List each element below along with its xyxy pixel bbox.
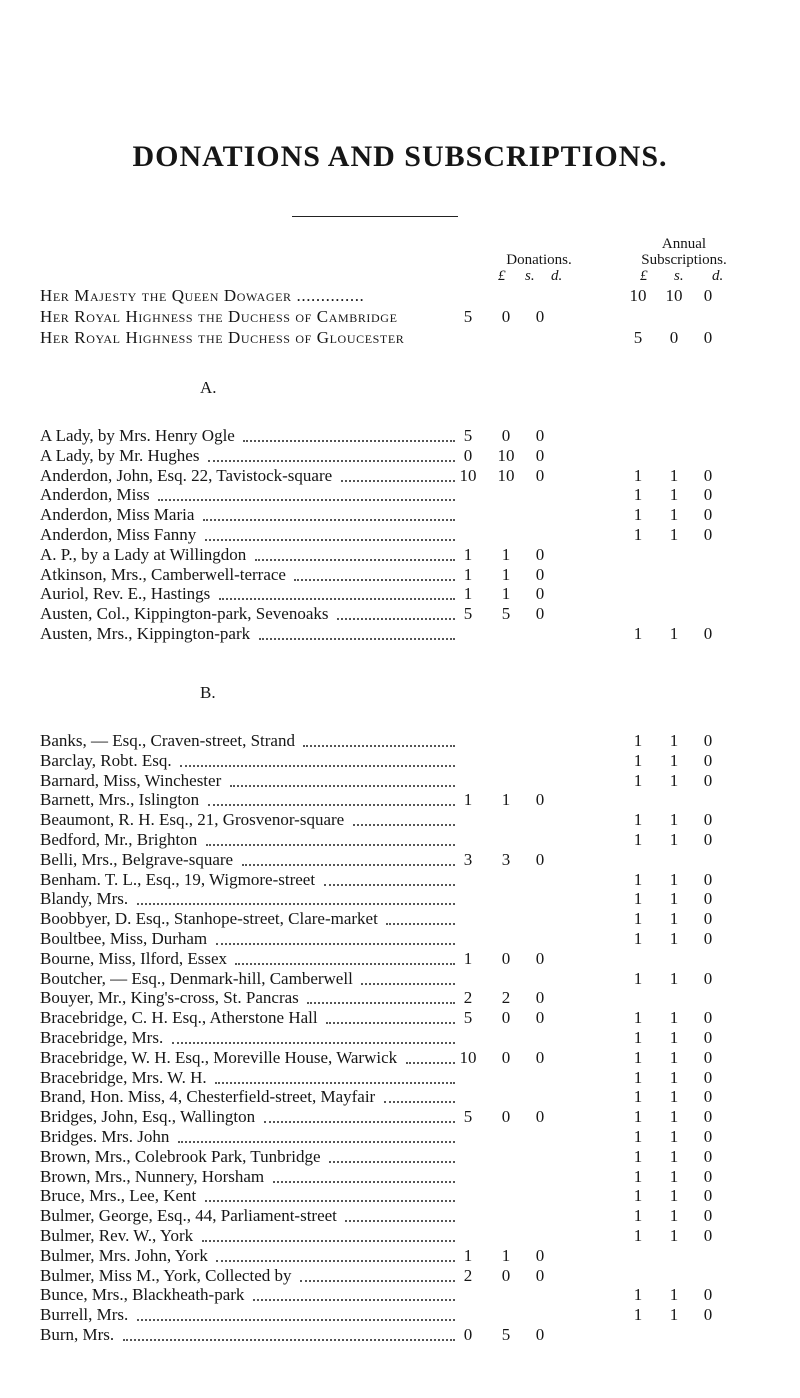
donation-pence: 0	[535, 850, 545, 869]
subscription-shillings: 1	[669, 771, 679, 790]
dot-leader	[273, 1181, 455, 1183]
subscription-pence: 0	[703, 1087, 713, 1106]
dot-leader	[219, 598, 455, 600]
subscriber-name: Burn, Mrs.	[40, 1325, 115, 1344]
subscription-shillings: 1	[669, 525, 679, 544]
dot-leader	[303, 745, 455, 747]
subscription-pounds: 1	[633, 485, 643, 504]
subscription-pence: 0	[703, 810, 713, 829]
subscriber-name: Austen, Col., Kippington-park, Sevenoaks	[40, 604, 329, 623]
list-item	[40, 1147, 760, 1169]
dot-leader	[337, 618, 455, 620]
subscription-pounds: 1	[633, 466, 643, 485]
subscriber-name: Her Royal Highness the Duchess of Cambridge	[40, 307, 398, 326]
dot-leader	[361, 983, 455, 985]
subscriber-name: Anderdon, Miss Fanny	[40, 525, 197, 544]
dot-leader	[205, 539, 455, 541]
list-item	[40, 850, 760, 872]
subscriber-name: Her Majesty the Queen Dowager ..............	[40, 286, 365, 305]
dot-leader	[178, 1141, 455, 1143]
subscription-pounds: 1	[633, 1305, 643, 1324]
subscription-pounds: 1	[633, 731, 643, 750]
subscriber-name: Bedford, Mr., Brighton	[40, 830, 198, 849]
subscriber-name: Burrell, Mrs.	[40, 1305, 129, 1324]
subscription-shillings: 1	[669, 870, 679, 889]
subscription-pence: 0	[703, 525, 713, 544]
list-item	[40, 446, 760, 468]
subscription-shillings: 1	[669, 1226, 679, 1245]
subscriber-name: Boutcher, — Esq., Denmark-hill, Camberwell	[40, 969, 353, 988]
donation-pence: 0	[535, 790, 545, 809]
subscription-pence: 0	[703, 929, 713, 948]
donation-pounds: 5	[463, 604, 473, 623]
dot-leader	[123, 1339, 455, 1341]
dot-leader	[208, 460, 455, 462]
dot-leader	[203, 519, 455, 521]
donation-shillings: 2	[501, 988, 511, 1007]
subscription-shillings: 1	[669, 1008, 679, 1027]
subscription-shillings: 1	[669, 751, 679, 770]
donation-shillings: 0	[501, 1107, 511, 1126]
subscription-pence: 0	[703, 751, 713, 770]
subscription-shillings: 0	[669, 328, 679, 347]
unit-shillings: s.	[525, 268, 535, 284]
subscription-pounds: 1	[633, 889, 643, 908]
subscriber-name: Bridges. Mrs. John	[40, 1127, 170, 1146]
list-item	[40, 1325, 760, 1347]
donation-shillings: 0	[501, 949, 511, 968]
dot-leader	[158, 499, 455, 501]
subscriber-name: Brown, Mrs., Nunnery, Horsham	[40, 1167, 265, 1186]
donation-shillings: 0	[501, 1048, 511, 1067]
subscription-pounds: 1	[633, 1206, 643, 1225]
subscription-pounds: 1	[633, 810, 643, 829]
subscriber-name: Bulmer, Miss M., York, Collected by	[40, 1266, 292, 1285]
subscription-pence: 0	[703, 485, 713, 504]
subscription-pounds: 1	[633, 1226, 643, 1245]
royal-entry	[40, 307, 760, 329]
donation-shillings: 0	[501, 1266, 511, 1285]
dot-leader	[216, 943, 455, 945]
section-letter: A.	[200, 378, 217, 397]
donation-pence: 0	[535, 604, 545, 623]
subscription-pounds: 1	[633, 1186, 643, 1205]
donation-pounds: 1	[463, 1246, 473, 1265]
subscriber-name: Barclay, Robt. Esq.	[40, 751, 172, 770]
donation-pence: 0	[535, 1246, 545, 1265]
subscriber-name: Barnett, Mrs., Islington	[40, 790, 200, 809]
subscription-pence: 0	[703, 1305, 713, 1324]
subscriber-name: Bruce, Mrs., Lee, Kent	[40, 1186, 197, 1205]
subscription-pounds: 1	[633, 1127, 643, 1146]
subscription-pence: 0	[703, 830, 713, 849]
subscriber-name: Anderdon, Miss Maria	[40, 505, 195, 524]
unit-shillings: s.	[674, 268, 684, 284]
subscriber-name: Brand, Hon. Miss, 4, Chesterfield-street, Mayfair	[40, 1087, 376, 1106]
dot-leader	[137, 903, 455, 905]
subscription-pence: 0	[703, 889, 713, 908]
subscription-pence: 0	[703, 731, 713, 750]
donation-pounds: 3	[463, 850, 473, 869]
donation-pounds: 2	[463, 988, 473, 1007]
list-item	[40, 1087, 760, 1109]
donation-pence: 0	[535, 949, 545, 968]
subscription-pence: 0	[703, 328, 713, 347]
donation-pounds: 5	[463, 1008, 473, 1027]
dot-leader	[294, 579, 455, 581]
donation-shillings: 1	[501, 584, 511, 603]
subscription-pence: 0	[703, 771, 713, 790]
subscription-pence: 0	[703, 1107, 713, 1126]
list-item	[40, 1285, 760, 1307]
donation-pence: 0	[535, 1266, 545, 1285]
subscriber-name: Bulmer, Mrs. John, York	[40, 1246, 208, 1265]
dot-leader	[307, 1002, 455, 1004]
subscription-shillings: 1	[669, 1285, 679, 1304]
donation-shillings: 0	[501, 426, 511, 445]
donation-pence: 0	[535, 988, 545, 1007]
list-item	[40, 949, 760, 971]
subscriber-name: Boobbyer, D. Esq., Stanhope-street, Clare-market	[40, 909, 378, 928]
subscriber-name: Anderdon, Miss	[40, 485, 150, 504]
subscription-shillings: 1	[669, 1127, 679, 1146]
donation-shillings: 1	[501, 565, 511, 584]
subscription-pounds: 1	[633, 1107, 643, 1126]
subscription-shillings: 1	[669, 505, 679, 524]
donation-pence: 0	[535, 307, 545, 326]
subscription-pence: 0	[703, 286, 713, 305]
list-item	[40, 1305, 760, 1327]
donation-pounds: 1	[463, 790, 473, 809]
dot-leader	[353, 824, 455, 826]
list-item	[40, 426, 760, 448]
subscription-pounds: 1	[633, 1167, 643, 1186]
dot-leader	[242, 864, 455, 866]
subscription-pounds: 1	[633, 929, 643, 948]
subscriber-name: A. P., by a Lady at Willingdon	[40, 545, 247, 564]
list-item	[40, 909, 760, 931]
dot-leader	[341, 480, 455, 482]
dot-leader	[235, 963, 455, 965]
subscription-pounds: 5	[633, 328, 643, 347]
dot-leader	[384, 1101, 455, 1103]
subscription-pounds: 1	[633, 1147, 643, 1166]
list-item	[40, 624, 760, 646]
subscriber-name: Boultbee, Miss, Durham	[40, 929, 208, 948]
subscriber-name: Bracebridge, C. H. Esq., Atherstone Hall	[40, 1008, 318, 1027]
donation-pounds: 1	[463, 565, 473, 584]
subscription-pence: 0	[703, 624, 713, 643]
subscription-pounds: 1	[633, 870, 643, 889]
donation-pence: 0	[535, 565, 545, 584]
subscription-pounds: 1	[633, 624, 643, 643]
donation-pence: 0	[535, 446, 545, 465]
donation-shillings: 10	[497, 446, 515, 465]
subscription-pence: 0	[703, 505, 713, 524]
donation-pence: 0	[535, 1107, 545, 1126]
dot-leader	[137, 1319, 455, 1321]
subscriber-name: Bracebridge, Mrs.	[40, 1028, 164, 1047]
subscriber-name: Bunce, Mrs., Blackheath-park	[40, 1285, 245, 1304]
list-item	[40, 604, 760, 626]
subscriber-name: Barnard, Miss, Winchester	[40, 771, 222, 790]
dot-leader	[172, 1042, 455, 1044]
subscription-pounds: 1	[633, 1008, 643, 1027]
list-item	[40, 1246, 760, 1268]
list-item	[40, 790, 760, 812]
subscriber-name: A Lady, by Mrs. Henry Ogle	[40, 426, 235, 445]
subscription-pounds: 1	[633, 771, 643, 790]
dot-leader	[230, 785, 455, 787]
subscriber-name: Bulmer, George, Esq., 44, Parliament-street	[40, 1206, 337, 1225]
subscriber-name: Bouyer, Mr., King's-cross, St. Pancras	[40, 988, 299, 1007]
dot-leader	[324, 884, 455, 886]
list-item	[40, 485, 760, 507]
donation-pounds: 5	[463, 307, 473, 326]
subscription-shillings: 1	[669, 1048, 679, 1067]
subscription-shillings: 1	[669, 1147, 679, 1166]
subscription-shillings: 1	[669, 810, 679, 829]
subscription-pence: 0	[703, 969, 713, 988]
subscription-pounds: 1	[633, 830, 643, 849]
subscription-shillings: 1	[669, 1305, 679, 1324]
dot-leader	[264, 1121, 455, 1123]
dot-leader	[326, 1022, 455, 1024]
dot-leader	[202, 1240, 455, 1242]
subscriber-name: Bridges, John, Esq., Wallington	[40, 1107, 256, 1126]
list-item	[40, 1107, 760, 1129]
subscription-pounds: 1	[633, 525, 643, 544]
donation-shillings: 5	[501, 604, 511, 623]
subscriber-name: Belli, Mrs., Belgrave-square	[40, 850, 234, 869]
list-item	[40, 810, 760, 832]
list-item	[40, 988, 760, 1010]
donation-pence: 0	[535, 1008, 545, 1027]
list-item	[40, 525, 760, 547]
subscriber-name: Atkinson, Mrs., Camberwell-terrace	[40, 565, 286, 584]
list-item	[40, 889, 760, 911]
subscriptions-label-line2: Subscriptions.	[641, 252, 727, 268]
list-item	[40, 1028, 760, 1050]
list-item	[40, 505, 760, 527]
subscription-shillings: 1	[669, 909, 679, 928]
donation-shillings: 3	[501, 850, 511, 869]
subscription-pounds: 1	[633, 1048, 643, 1067]
section-letter: B.	[200, 683, 216, 702]
title-rule	[292, 216, 458, 217]
dot-leader	[386, 923, 455, 925]
donation-shillings: 10	[497, 466, 515, 485]
subscription-pence: 0	[703, 1127, 713, 1146]
donations-label: Donations.	[506, 252, 572, 268]
list-item	[40, 545, 760, 567]
subscription-pence: 0	[703, 466, 713, 485]
subscriber-name: Bracebridge, Mrs. W. H.	[40, 1068, 207, 1087]
unit-pounds: £	[640, 268, 648, 284]
list-item	[40, 830, 760, 852]
dot-leader	[216, 1260, 455, 1262]
subscription-pounds: 1	[633, 751, 643, 770]
list-item	[40, 1008, 760, 1030]
subscription-shillings: 1	[669, 624, 679, 643]
dot-leader	[329, 1161, 455, 1163]
subscription-pounds: 1	[633, 909, 643, 928]
subscription-shillings: 1	[669, 1167, 679, 1186]
list-item	[40, 1206, 760, 1228]
donation-pounds: 5	[463, 426, 473, 445]
subscription-shillings: 1	[669, 466, 679, 485]
subscription-shillings: 1	[669, 929, 679, 948]
subscription-shillings: 1	[669, 1206, 679, 1225]
donation-pounds: 10	[459, 466, 477, 485]
subscription-shillings: 1	[669, 731, 679, 750]
dot-leader	[208, 804, 455, 806]
dot-leader	[406, 1062, 455, 1064]
subscriptions-label-line1: Annual	[661, 236, 707, 252]
subscription-shillings: 1	[669, 1107, 679, 1126]
donation-pounds: 1	[463, 584, 473, 603]
subscriptions-column-header	[616, 236, 752, 284]
donation-shillings: 0	[501, 1008, 511, 1027]
list-item	[40, 1127, 760, 1149]
subscription-pence: 0	[703, 1068, 713, 1087]
donation-pence: 0	[535, 1325, 545, 1344]
subscription-shillings: 1	[669, 969, 679, 988]
list-item	[40, 1048, 760, 1070]
donation-pounds: 5	[463, 1107, 473, 1126]
subscriber-name: Bulmer, Rev. W., York	[40, 1226, 194, 1245]
donation-shillings: 1	[501, 790, 511, 809]
subscription-pounds: 1	[633, 1068, 643, 1087]
subscriber-name: Brown, Mrs., Colebrook Park, Tunbridge	[40, 1147, 321, 1166]
subscriber-name: Bracebridge, W. H. Esq., Moreville House, Warwick	[40, 1048, 398, 1067]
unit-pounds: £	[498, 268, 506, 284]
subscription-shillings: 1	[669, 1028, 679, 1047]
dot-leader	[259, 638, 455, 640]
dot-leader	[180, 765, 455, 767]
list-item	[40, 731, 760, 753]
subscriptions-units	[616, 268, 752, 284]
subscription-shillings: 1	[669, 1068, 679, 1087]
subscription-pounds: 1	[633, 969, 643, 988]
subscription-pounds: 1	[633, 1028, 643, 1047]
subscription-pence: 0	[703, 1226, 713, 1245]
donations-units	[484, 268, 594, 284]
donation-pence: 0	[535, 545, 545, 564]
subscription-pounds: 1	[633, 505, 643, 524]
subscription-shillings: 1	[669, 1186, 679, 1205]
subscription-pence: 0	[703, 909, 713, 928]
subscription-pence: 0	[703, 1008, 713, 1027]
subscriber-name: Auriol, Rev. E., Hastings	[40, 584, 211, 603]
subscriber-name: Her Royal Highness the Duchess of Gloucester	[40, 328, 405, 347]
donation-shillings: 1	[501, 1246, 511, 1265]
donation-shillings: 0	[501, 307, 511, 326]
donation-shillings: 1	[501, 545, 511, 564]
dot-leader	[206, 844, 455, 846]
subscription-pence: 0	[703, 1206, 713, 1225]
subscriber-name: Blandy, Mrs.	[40, 889, 129, 908]
list-item	[40, 584, 760, 606]
donation-pounds: 0	[463, 1325, 473, 1344]
subscription-pounds: 10	[629, 286, 647, 305]
dot-leader	[253, 1299, 455, 1301]
subscription-pence: 0	[703, 1285, 713, 1304]
subscription-pence: 0	[703, 1048, 713, 1067]
list-item	[40, 1186, 760, 1208]
donation-shillings: 5	[501, 1325, 511, 1344]
donation-pence: 0	[535, 426, 545, 445]
unit-pence: d.	[712, 268, 724, 284]
subscription-pence: 0	[703, 1186, 713, 1205]
donation-pounds: 0	[463, 446, 473, 465]
subscription-pence: 0	[703, 870, 713, 889]
dot-leader	[345, 1220, 455, 1222]
subscriber-name: A Lady, by Mr. Hughes	[40, 446, 200, 465]
donation-pounds: 1	[463, 545, 473, 564]
list-item	[40, 929, 760, 951]
subscriber-name: Banks, — Esq., Craven-street, Strand	[40, 731, 295, 750]
donation-pence: 0	[535, 466, 545, 485]
royal-entry	[40, 328, 760, 350]
donation-pence: 0	[535, 584, 545, 603]
page-title: DONATIONS AND SUBSCRIPTIONS.	[132, 140, 668, 173]
subscriber-name: Beaumont, R. H. Esq., 21, Grosvenor-square	[40, 810, 345, 829]
subscription-pence: 0	[703, 1147, 713, 1166]
subscription-shillings: 1	[669, 1087, 679, 1106]
dot-leader	[243, 440, 455, 442]
dot-leader	[300, 1280, 455, 1282]
dot-leader	[215, 1082, 455, 1084]
donations-column-header	[484, 252, 594, 284]
subscriber-name: Austen, Mrs., Kippington-park	[40, 624, 251, 643]
royal-entry	[40, 286, 760, 308]
subscription-pence: 0	[703, 1167, 713, 1186]
dot-leader	[205, 1200, 455, 1202]
subscription-pounds: 1	[633, 1087, 643, 1106]
list-item	[40, 1226, 760, 1248]
subscriber-name: Benham. T. L., Esq., 19, Wigmore-street	[40, 870, 316, 889]
subscription-pounds: 1	[633, 1285, 643, 1304]
donation-pounds: 1	[463, 949, 473, 968]
donation-pounds: 2	[463, 1266, 473, 1285]
unit-pence: d.	[551, 268, 563, 284]
subscriber-name: Bourne, Miss, Ilford, Essex	[40, 949, 227, 968]
list-item	[40, 751, 760, 773]
donation-pence: 0	[535, 1048, 545, 1067]
dot-leader	[255, 559, 455, 561]
subscription-pence: 0	[703, 1028, 713, 1047]
subscription-shillings: 10	[665, 286, 683, 305]
subscription-shillings: 1	[669, 485, 679, 504]
donation-pounds: 10	[459, 1048, 477, 1067]
subscriber-name: Anderdon, John, Esq. 22, Tavistock-square	[40, 466, 333, 485]
subscription-shillings: 1	[669, 889, 679, 908]
subscription-shillings: 1	[669, 830, 679, 849]
